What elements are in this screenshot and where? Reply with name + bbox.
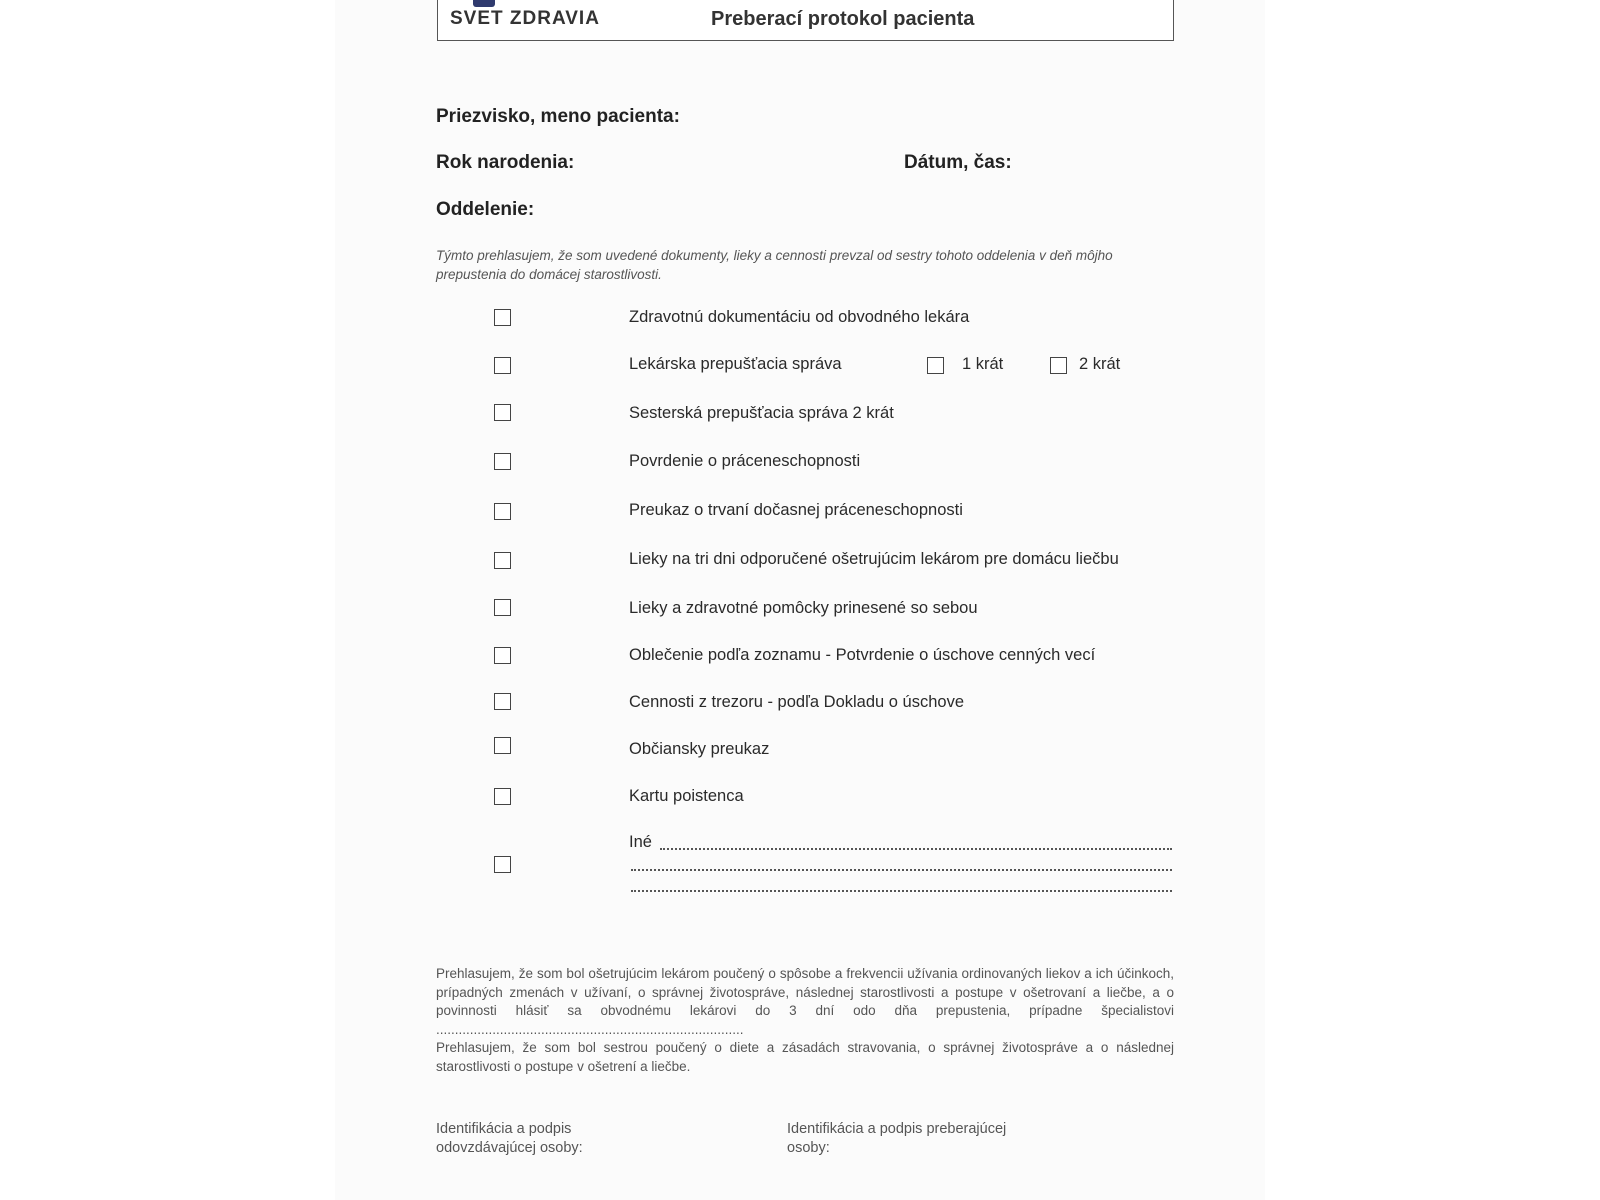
other-fill-line-2[interactable] <box>631 869 1172 871</box>
nurse-instructions: Prehlasujem, že som bol sestrou poučený o diete a zásadách stravovania, o správnej životospráve a o následnej starostlivosti o postupe v ošetrení a liečbe. <box>436 1040 1174 1074</box>
checkbox-incapacity-confirmation[interactable] <box>494 453 511 470</box>
checkbox-other[interactable] <box>494 856 511 873</box>
checkbox-nursing-report[interactable] <box>494 404 511 421</box>
signature-receiving: Identifikácia a podpis preberajúcej osoby: <box>787 1121 1007 1156</box>
other-fill-line-3[interactable] <box>631 890 1172 892</box>
checkbox-copies-one[interactable] <box>927 357 944 374</box>
instructions-text <box>436 965 1174 1076</box>
datetime-label: Dátum, čas: <box>904 152 1012 173</box>
document-title: Preberací protokol pacienta <box>711 8 975 30</box>
department-label: Oddelenie: <box>436 199 535 220</box>
item-valuables: Cennosti z trezoru - podľa Dokladu o úschove <box>629 693 964 711</box>
patient-name-label: Priezvisko, meno pacienta: <box>436 106 680 127</box>
item-incapacity-card: Preukaz o trvaní dočasnej práceneschopnosti <box>629 501 963 519</box>
checkbox-incapacity-card[interactable] <box>494 503 511 520</box>
item-discharge-report: Lekárska prepušťacia správa <box>629 355 842 373</box>
item-clothing: Oblečenie podľa zoznamu - Potvrdenie o úschove cenných vecí <box>629 646 1096 664</box>
checkbox-discharge-report[interactable] <box>494 357 511 374</box>
item-three-day-medication: Lieky na tri dni odporučené ošetrujúcim lekárom pre domácu liečbu <box>629 550 1119 568</box>
copies-two-label: 2 krát <box>1079 355 1121 373</box>
item-insurance-card: Kartu poistenca <box>629 787 744 805</box>
doctor-instructions: Prehlasujem, že som bol ošetrujúcim lekárom poučený o spôsobe a frekvencii užívania ordinovaných liekov a ich účinkoch, prípadných zmenách v užívaní, o správnej životospráve, následnej starostlivosti a postupe v ošetrovaní a liečbe, a o povinnosti hlásiť sa obvodnému lekárovi do 3 dní odo dňa prepustenia, prípadne špecialistovi .................................................................................. <box>436 966 1174 1037</box>
declaration-text: Týmto prehlasujem, že som uvedené dokumenty, lieky a cennosti prevzal od sestry tohoto oddelenia v deň môjho prepustenia do domácej starostlivosti. <box>436 248 1113 282</box>
checkbox-three-day-medication[interactable] <box>494 552 511 569</box>
checkbox-insurance-card[interactable] <box>494 788 511 805</box>
checkbox-own-medication[interactable] <box>494 599 511 616</box>
copies-one-label: 1 krát <box>962 355 1004 373</box>
item-id-card: Občiansky preukaz <box>629 740 770 758</box>
checkbox-clothing[interactable] <box>494 647 511 664</box>
checkbox-id-card[interactable] <box>494 737 511 754</box>
item-own-medication: Lieky a zdravotné pomôcky prinesené so sebou <box>629 599 978 617</box>
checkbox-health-records[interactable] <box>494 309 511 326</box>
checkbox-valuables[interactable] <box>494 693 511 710</box>
brand-name: SVET ZDRAVIA <box>450 8 600 29</box>
signature-handing-over: Identifikácia a podpis odovzdávajúcej osoby: <box>436 1121 583 1156</box>
birth-year-label: Rok narodenia: <box>436 152 575 173</box>
item-nursing-report: Sesterská prepušťacia správa 2 krát <box>629 404 894 422</box>
other-fill-line-1[interactable] <box>660 848 1172 850</box>
logo-icon <box>473 0 495 7</box>
item-incapacity-confirmation: Povrdenie o práceneschopnosti <box>629 452 861 470</box>
checkbox-copies-two[interactable] <box>1050 357 1067 374</box>
item-other: Iné <box>629 833 652 851</box>
item-health-records: Zdravotnú dokumentáciu od obvodného lekára <box>629 308 970 326</box>
